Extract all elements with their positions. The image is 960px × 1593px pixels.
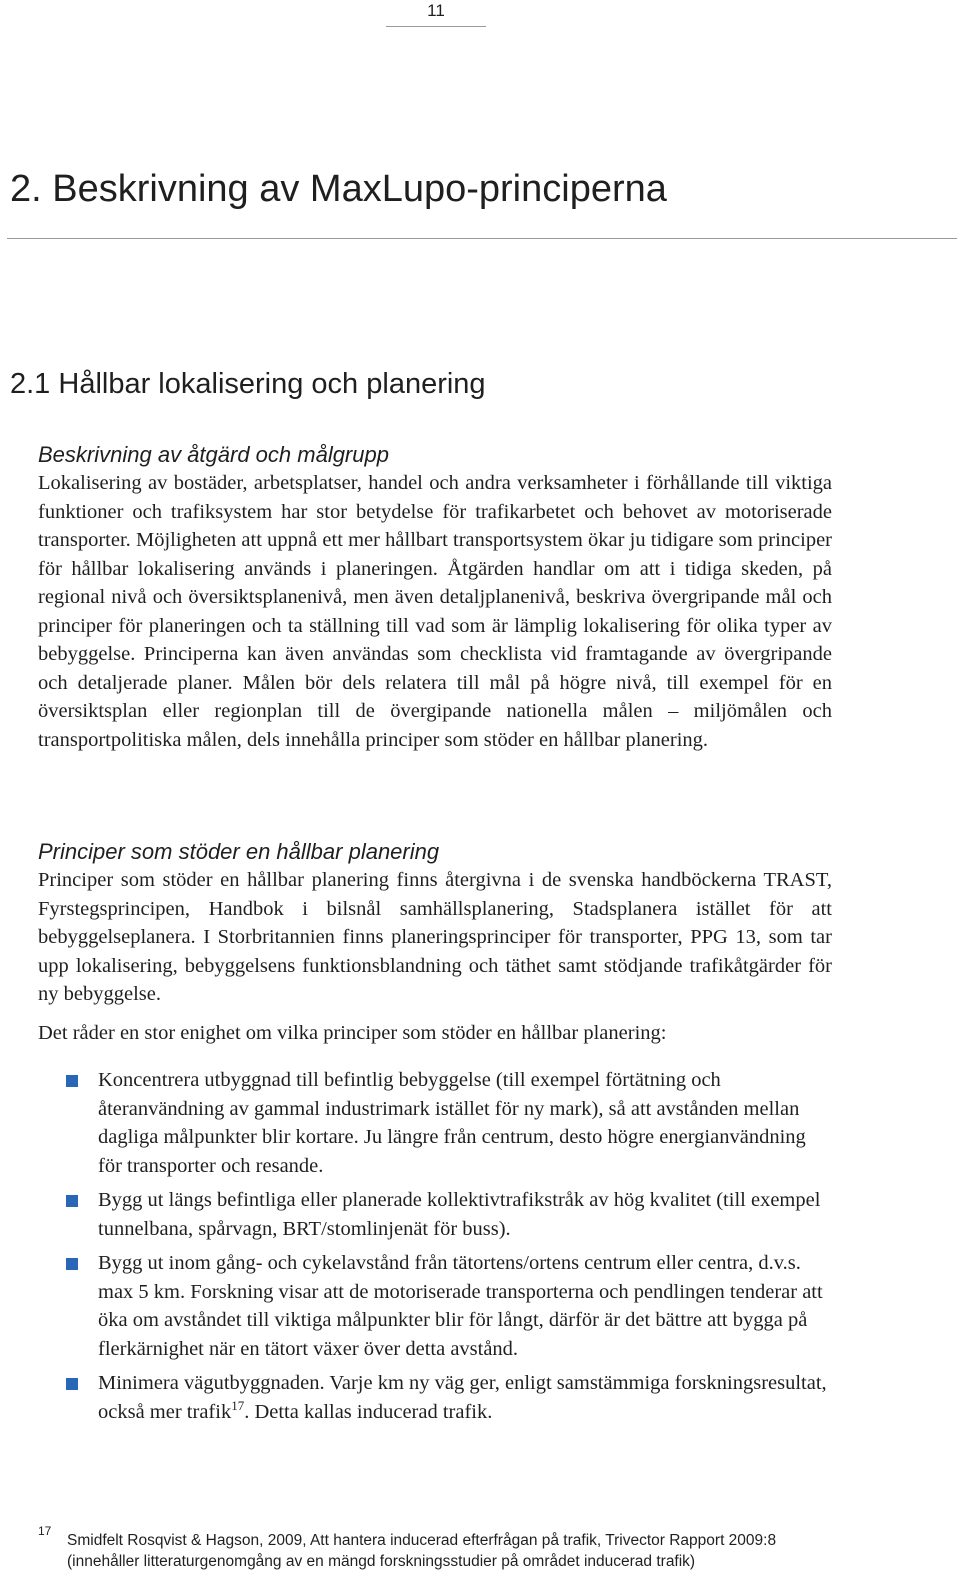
principles-heading: Principer som stöder en hållbar planering xyxy=(38,839,440,864)
square-bullet-icon xyxy=(66,1195,78,1207)
description-paragraph: Lokalisering av bostäder, arbetsplatser, handel och andra verksamheter i förhållande till viktiga funktioner och trafiksystem har stor betydelse för trafikarbetet och behovet av motoriserade transporter. Möjligheten att uppnå ett mer hållbart transportsystem ökar ju tidigare som principer för hållbar lokalisering används i planeringen. Åtgärden handlar om att i tidiga skeden, på regional nivå och översiktsplanenivå, men även detaljplanenivå, beskriva övergripande mål och principer för planeringen och ta ställning till vad som är lämplig lokalisering för olika typer av bebyggelse. Principerna kan även användas som checklista vid framtagande av övergripande och detaljerade planer. Målen bör dels relatera till mål på högre nivå, till exempel för en översiktsplan eller regionplan till de övergipande nationella målen – miljömålen och transportpolitiska målen, dels innehålla principer som stöder en hållbar planering. xyxy=(38,472,832,751)
footnote-mark: 17 xyxy=(38,1524,52,1538)
principles-intro: Det råder en stor enighet om vilka principer som stöder en hållbar planering: xyxy=(38,1022,667,1044)
footnote-reference[interactable]: 17 xyxy=(231,1397,245,1413)
section-title: 2.1 Hållbar lokalisering och planering xyxy=(10,368,486,400)
chapter-divider xyxy=(7,238,957,239)
list-item xyxy=(0,1186,828,1243)
footnote-text xyxy=(67,1530,927,1572)
square-bullet-icon xyxy=(66,1378,78,1390)
square-bullet-icon xyxy=(66,1075,78,1087)
list-item xyxy=(0,1066,828,1180)
list-item-text: Bygg ut längs befintliga eller planerade kollektivtrafikstråk av hög kvalitet (till exempel tunnelbana, spårvagn, BRT/stomlinjenät för buss). xyxy=(98,1189,821,1240)
page-number: 11 xyxy=(386,0,486,27)
list-item-text: Minimera vägutbyggnaden. Varje km ny väg ger, enligt samstämmiga forskningsresultat, också mer trafik xyxy=(98,1372,827,1423)
list-item-text-end: . Detta kallas inducerad trafik. xyxy=(244,1400,493,1423)
list-item-text: Koncentrera utbyggnad till befintlig bebyggelse (till exempel förtätning och återanvändning av gammal industrimark istället för ny mark), så att avstånden mellan dagliga målpunkter blir kortare. Ju längre från centrum, desto högre energianvändning för transporter och resande. xyxy=(98,1069,806,1177)
list-item xyxy=(0,1249,828,1363)
square-bullet-icon xyxy=(66,1258,78,1270)
list-item xyxy=(0,1369,828,1426)
footnote-divider xyxy=(38,1503,218,1504)
footnote-line: (innehåller litteraturgenomgång av en mängd forskningsstudier på området inducerad trafik) xyxy=(67,1553,696,1570)
principles-paragraph: Principer som stöder en hållbar planering finns återgivna i de svenska handböckerna TRAST, Fyrstegsprincipen, Handbok i bilsnål samhällsplanering, Stadsplanera istället för att bebyggelseplanera. I Storbritannien finns planeringsprinciper för transporter, PPG 13, som tar upp lokalisering, bebyggelsens funktionsblandning och täthet samt stödjande trafikåtgärder för ny bebyggelse. xyxy=(38,869,832,1005)
list-item-text: Bygg ut inom gång- och cykelavstånd från tätortens/ortens centrum eller centra, d.v.s. max 5 km. Forskning visar att de motoriserade transporterna och pendlingen tenderar att öka om avståndet till viktiga målpunkter blir för långt, därför är det bättre att bygga på flerkärnighet när en tätort växer över detta avstånd. xyxy=(98,1252,823,1360)
chapter-title: 2. Beskrivning av MaxLupo-principerna xyxy=(10,168,667,210)
description-heading: Beskrivning av åtgärd och målgrupp xyxy=(38,442,389,467)
principles-list xyxy=(0,1066,960,1432)
footnote-line: Smidfelt Rosqvist & Hagson, 2009, Att hantera inducerad efterfrågan på trafik, Trivector Rapport 2009:8 xyxy=(67,1532,777,1549)
